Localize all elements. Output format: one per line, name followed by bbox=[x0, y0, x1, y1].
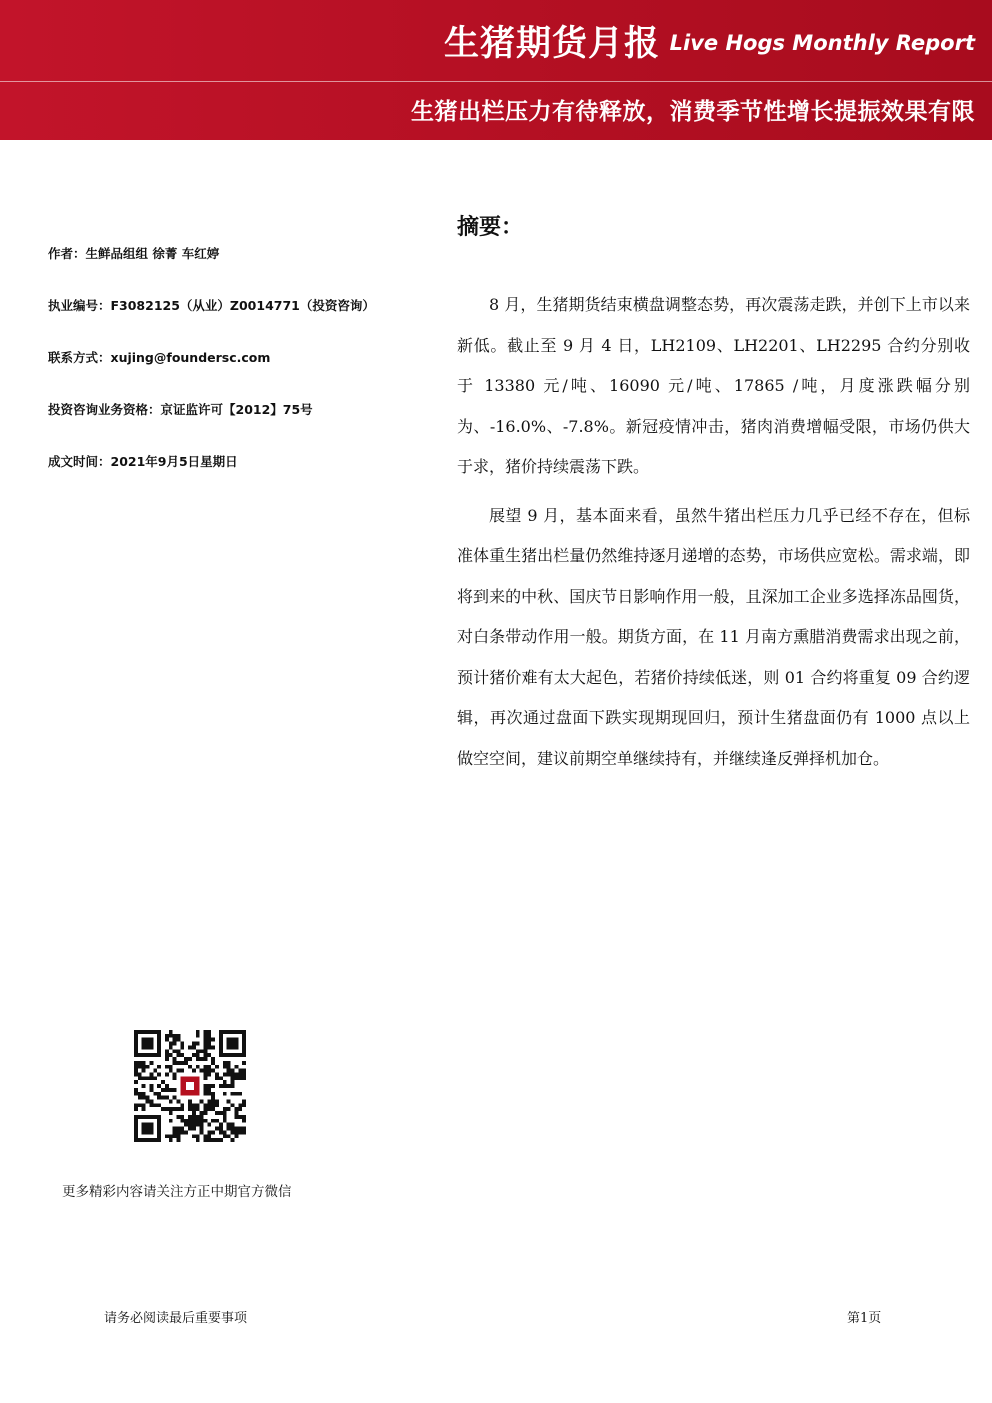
page-number: 第1页 bbox=[847, 1311, 882, 1326]
banner-divider bbox=[0, 81, 992, 82]
contact-line[interactable]: 联系方式：xujing@foundersc.com bbox=[48, 350, 271, 365]
author-line: 作者：生鲜品组组 徐菁 车红婷 bbox=[48, 246, 220, 261]
abstract-section bbox=[457, 210, 970, 781]
abstract-paragraph-1: 8 月，生猪期货结束横盘调整态势，再次震荡走跌，并创下上市以来新低。截止至 9 月 4 日，LH2109、LH2201、LH2295 合约分别收于 13380 元/吨、16090 元/吨、17865 /吨，月度涨跌幅分别为、-16.0%、-7.8%。新冠疫情冲击，猪肉消费增幅受限，市场仍供大于求，猪价持续震荡下跌。 bbox=[457, 295, 970, 476]
abstract-paragraph-2: 展望 9 月，基本面来看，虽然牛猪出栏压力几乎已经不存在，但标准体重生猪出栏量仍然维持逐月递增的态势，市场供应宽松。需求端，即将到来的中秋、国庆节日影响作用一般，且深加工企业多选择冻品囤货，对白条带动作用一般。期货方面，在 11 月南方熏腊消费需求出现之前，预计猪价难有太大起色，若猪价持续低迷，则 01 合约将重复 09 合约逻辑，再次通过盘面下跌实现期现回归，预计生猪盘面仍有 1000 点以上做空空间，建议前期空单继续持有，并继续逢反弹择机加仓。 bbox=[457, 505, 970, 768]
author-info bbox=[48, 244, 428, 504]
license-line: 执业编号：F3082125（从业）Z0014771（投资咨询） bbox=[48, 298, 375, 313]
qr-caption: 更多精彩内容请关注方正中期官方微信 bbox=[62, 1184, 292, 1200]
report-title-cn: 生猪期货月报 bbox=[443, 24, 660, 64]
header-banner bbox=[0, 0, 992, 140]
qualification-line: 投资咨询业务资格：京证监许可【2012】75号 bbox=[48, 402, 313, 417]
abstract-heading: 摘要： bbox=[457, 215, 524, 240]
qr-code-icon bbox=[134, 1030, 246, 1142]
date-line: 成文时间：2021年9月5日星期日 bbox=[48, 454, 238, 469]
report-title-en: Live Hogs Monthly Report bbox=[669, 31, 975, 55]
report-subtitle: 生猪出栏压力有待释放，消费季节性增长提振效果有限 bbox=[411, 99, 975, 125]
footer-notice: 请务必阅读最后重要事项 bbox=[104, 1311, 248, 1326]
